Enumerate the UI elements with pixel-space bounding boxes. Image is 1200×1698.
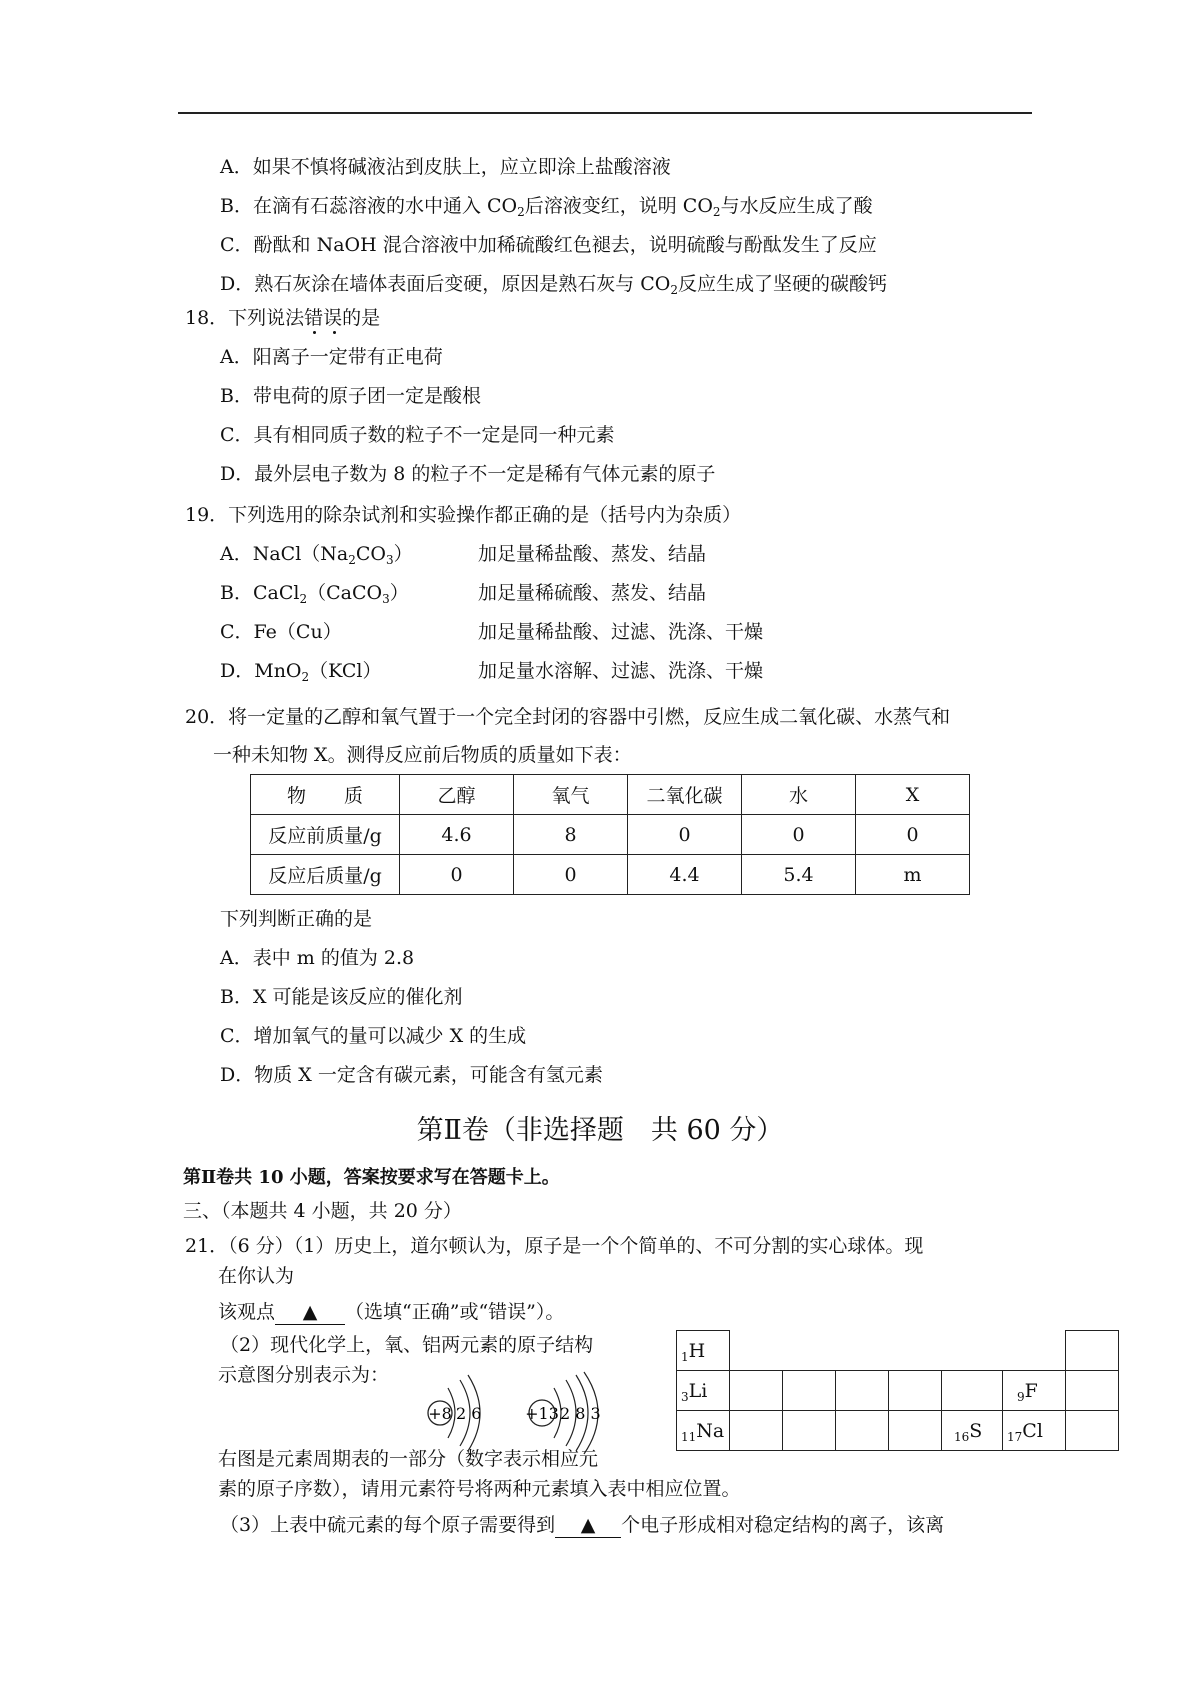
q17-option-a: A．如果不慎将碱液沾到皮肤上，应立即涂上盐酸溶液 xyxy=(220,156,671,178)
table-cell: 4.6 xyxy=(400,815,514,855)
element-cell-cl: $_{17}$Cl xyxy=(1003,1411,1066,1451)
q21-line1: 21．（6 分）（1）历史上，道尔顿认为，原子是一个个简单的、不可分割的实心球体。现 xyxy=(185,1235,924,1257)
table-header-cell: 物 质 xyxy=(251,775,400,815)
q17-option-d: D．熟石灰涂在墙体表面后变硬，原因是熟石灰与 $CO_2$反应生成了坚硬的碳酸钙 xyxy=(220,273,888,297)
element-cell-li: $_3$Li xyxy=(677,1371,730,1411)
element-cell-empty[interactable] xyxy=(783,1411,836,1451)
answer-blank[interactable]: ▲ xyxy=(275,1300,345,1325)
q19-method: 加足量稀硫酸、蒸发、结晶 xyxy=(478,582,707,604)
element-cell-empty[interactable] xyxy=(836,1411,889,1451)
table-row xyxy=(251,815,970,855)
q19-option: D．MnO$_2$（KCl） 加足量水溶解、过滤、洗涤、干燥 xyxy=(220,660,764,684)
q21-p3: （3）上表中硫元素的每个原子需要得到 ▲ 个电子形成相对稳定结构的离子，该离 xyxy=(220,1514,945,1536)
answer-blank[interactable]: ▲ xyxy=(555,1513,621,1538)
table-header-row xyxy=(251,775,970,815)
element-cell-empty[interactable] xyxy=(730,1411,783,1451)
element-cell-na: $_{11}$Na xyxy=(677,1411,730,1451)
q18-stem: 18．下列说法错误的是 xyxy=(185,307,381,329)
oxygen-atom-diagram xyxy=(428,1375,481,1451)
q21-line2: 在你认为 xyxy=(218,1265,295,1287)
q19-option: C．Fe（Cu） 加足量稀盐酸、过滤、洗涤、干燥 xyxy=(220,621,764,643)
table-cell: 8 xyxy=(514,815,628,855)
section-note: 第Ⅱ卷共 10 小题，答案按要求写在答题卡上。 xyxy=(183,1167,560,1188)
table-cell: 0 xyxy=(628,815,742,855)
table-cell: 0 xyxy=(856,815,970,855)
q21-p2-line2: 示意图分别表示为： xyxy=(218,1364,390,1386)
table-cell: 4.4 xyxy=(628,855,742,895)
table-cell: 0 xyxy=(742,815,856,855)
element-cell-empty[interactable] xyxy=(1066,1331,1119,1371)
q20-option-b: B．X 可能是该反应的催化剂 xyxy=(220,986,463,1008)
table-cell: 0 xyxy=(400,855,514,895)
mass-table xyxy=(250,774,970,895)
table-header-cell: 乙醇 xyxy=(400,775,514,815)
element-cell-empty[interactable] xyxy=(889,1411,942,1451)
oxygen-nucleus: +8 xyxy=(428,1404,452,1423)
table-row xyxy=(251,855,970,895)
oxygen-shells: 2 6 xyxy=(456,1404,482,1423)
q19-option: A．$NaCl(Na_2CO_3)$ 加足量稀盐酸、蒸发、结晶 xyxy=(220,543,707,567)
q18-option-b: B．带电荷的原子团一定是酸根 xyxy=(220,385,481,407)
q19-method: 加足量稀盐酸、过滤、洗涤、干燥 xyxy=(478,621,764,643)
element-cell-empty[interactable] xyxy=(889,1371,942,1411)
q18-option-a: A．阳离子一定带有正电荷 xyxy=(220,346,443,368)
section-title: 第Ⅱ卷（非选择题 共 60 分） xyxy=(416,1115,784,1146)
table-cell: 0 xyxy=(514,855,628,895)
element-cell-empty[interactable] xyxy=(836,1371,889,1411)
table-cell: m xyxy=(856,855,970,895)
element-cell-empty[interactable] xyxy=(783,1371,836,1411)
table-header-cell: X xyxy=(856,775,970,815)
q20-option-a: A．表中 m 的值为 2.8 xyxy=(220,947,415,969)
emphasis-dot xyxy=(333,331,336,334)
q19-method: 加足量稀盐酸、蒸发、结晶 xyxy=(478,543,707,565)
q20-option-d: D．物质 X 一定含有碳元素，可能含有氢元素 xyxy=(220,1064,603,1086)
part-three-heading: 三、（本题共 4 小题，共 20 分） xyxy=(183,1200,462,1222)
q21-p2-line3: 右图是元素周期表的一部分（数字表示相应元 xyxy=(218,1448,599,1470)
header-rule xyxy=(178,112,1032,114)
q20-stem-line2: 一种未知物 X。测得反应前后物质的质量如下表： xyxy=(213,744,632,766)
q21-line3: 该观点 ▲ （选填“正确”或“错误”）。 xyxy=(218,1301,565,1323)
element-cell-h: $_1$H xyxy=(677,1331,730,1371)
q17-option-b: B．在滴有石蕊溶液的水中通入 $CO_2$后溶液变红，说明 $CO_2$与水反应生成了酸 xyxy=(220,195,873,219)
q19-method: 加足量水溶解、过滤、洗涤、干燥 xyxy=(478,660,764,682)
table-row xyxy=(677,1371,1119,1411)
table-row xyxy=(677,1411,1119,1451)
emphasis-dot xyxy=(313,331,316,334)
aluminum-atom-diagram xyxy=(525,1372,601,1454)
table-cell: 反应后质量/g xyxy=(251,855,400,895)
q20-stem-line1: 20．将一定量的乙醇和氧气置于一个完全封闭的容器中引燃，反应生成二氧化碳、水蒸气和 xyxy=(185,706,951,728)
element-cell-s: $_{16}$S xyxy=(942,1411,1003,1451)
element-cell-empty[interactable] xyxy=(942,1371,1003,1411)
q21-p2-line4: 素的原子序数），请用元素符号将两种元素填入表中相应位置。 xyxy=(218,1478,741,1500)
q17-option-c: C．酚酞和 NaOH 混合溶液中加稀硫酸红色褪去，说明硫酸与酚酞发生了反应 xyxy=(220,234,877,256)
table-header-cell: 二氧化碳 xyxy=(628,775,742,815)
table-header-cell: 氧气 xyxy=(514,775,628,815)
element-cell-f: $_9$F xyxy=(1003,1371,1066,1411)
element-cell-empty[interactable] xyxy=(730,1371,783,1411)
table-cell: 反应前质量/g xyxy=(251,815,400,855)
table-row xyxy=(677,1331,1119,1371)
aluminum-shells: 2 8 3 xyxy=(560,1404,601,1423)
q21-p2-line1: （2）现代化学上，氧、铝两元素的原子结构 xyxy=(220,1334,594,1356)
table-cell: 5.4 xyxy=(742,855,856,895)
element-cell-empty[interactable] xyxy=(1066,1411,1119,1451)
q19-option: B．CaCl$_2$（CaCO$_3$） 加足量稀硫酸、蒸发、结晶 xyxy=(220,582,707,606)
q18-option-c: C．具有相同质子数的粒子不一定是同一种元素 xyxy=(220,424,615,446)
periodic-table xyxy=(676,1330,1119,1451)
q20-option-c: C．增加氧气的量可以减少 X 的生成 xyxy=(220,1025,527,1047)
aluminum-nucleus: +13 xyxy=(525,1404,559,1423)
q18-option-d: D．最外层电子数为 8 的粒子不一定是稀有气体元素的原子 xyxy=(220,463,716,485)
element-cell-empty[interactable] xyxy=(1066,1371,1119,1411)
q19-stem: 19．下列选用的除杂试剂和实验操作都正确的是（括号内为杂质） xyxy=(185,504,742,526)
q20-prompt: 下列判断正确的是 xyxy=(220,908,373,930)
table-header-cell: 水 xyxy=(742,775,856,815)
